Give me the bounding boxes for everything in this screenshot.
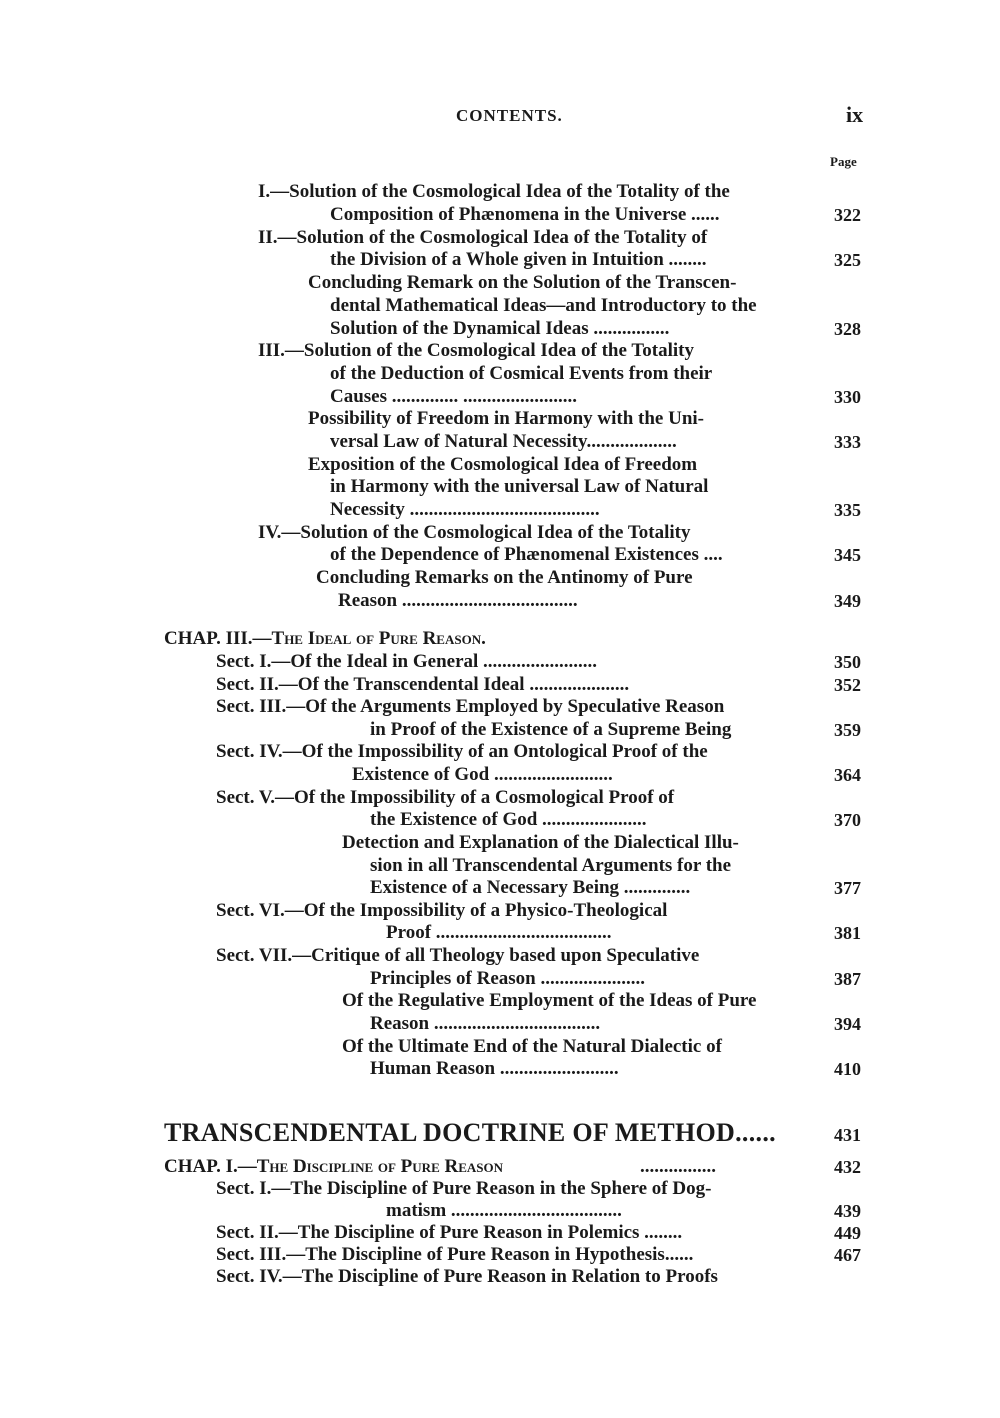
- toc-page-number: 328: [834, 319, 861, 339]
- part-heading: TRANSCENDENTAL DOCTRINE OF METHOD......: [164, 1118, 776, 1147]
- chapter-title: The Discipline of Pure Reason: [256, 1156, 503, 1177]
- section-line: Proof .....................................: [386, 922, 612, 943]
- toc-page-number: 349: [834, 591, 861, 611]
- toc-page-number: 335: [834, 500, 861, 520]
- chapter-heading: [164, 628, 486, 650]
- toc-page-number: 467: [834, 1245, 861, 1265]
- toc-entry-line: versal Law of Natural Necessity...................: [330, 431, 677, 452]
- toc-entry-line: Causes .............. ........................: [330, 386, 578, 407]
- section-line: in Proof of the Existence of a Supreme Being: [370, 719, 732, 740]
- toc-entry-line: of the Deduction of Cosmical Events from their: [330, 363, 713, 384]
- toc-page-number: 352: [834, 675, 861, 695]
- toc-entry-line: Concluding Remarks on the Antinomy of Pure: [316, 567, 693, 588]
- toc-page-number: 432: [834, 1157, 861, 1177]
- toc-page-number: 410: [834, 1059, 861, 1079]
- toc-entry-line: II.—Solution of the Cosmological Idea of the Totality of: [258, 227, 708, 248]
- chapter-title: The Ideal of Pure Reason.: [271, 628, 486, 649]
- section-line: Sect. II.—The Discipline of Pure Reason in Polemics ........: [216, 1222, 683, 1243]
- toc-page-number: 377: [834, 878, 861, 898]
- leader-dots: ................: [640, 1156, 716, 1177]
- chapter-label: CHAP. I.—: [164, 1156, 257, 1177]
- toc-page-number: 431: [834, 1125, 861, 1145]
- toc-entry-line: Possibility of Freedom in Harmony with the Uni-: [308, 408, 705, 429]
- section-line: Sect. III.—The Discipline of Pure Reason in Hypothesis......: [216, 1244, 694, 1265]
- toc-page-number: 345: [834, 545, 861, 565]
- toc-entry-line: dental Mathematical Ideas—and Introductory to the: [330, 295, 757, 316]
- toc-entry-line: in Harmony with the universal Law of Natural: [330, 476, 709, 497]
- section-line: Reason ...................................: [370, 1013, 601, 1034]
- toc-page-number: 322: [834, 205, 861, 225]
- page-number: ix: [846, 102, 864, 127]
- toc-entry-line: IV.—Solution of the Cosmological Idea of the Totality: [258, 522, 691, 543]
- section-line: Existence of a Necessary Being ..............: [370, 877, 691, 898]
- toc-page-number: 325: [834, 250, 861, 270]
- toc-page-number: 364: [834, 765, 861, 785]
- toc-entry-line: Exposition of the Cosmological Idea of Freedom: [308, 454, 698, 475]
- section-line: Sect. II.—Of the Transcendental Ideal .....................: [216, 674, 630, 695]
- section-line: Sect. I.—Of the Ideal in General ........................: [216, 651, 598, 672]
- toc-entry-line: the Division of a Whole given in Intuition ........: [330, 249, 707, 270]
- toc-entry-line: I.—Solution of the Cosmological Idea of the Totality of the: [258, 181, 730, 202]
- toc-page-number: 381: [834, 923, 861, 943]
- section-line: Detection and Explanation of the Dialectical Illu-: [342, 832, 739, 853]
- section-line: Existence of God .........................: [352, 764, 613, 785]
- toc-page-number: 370: [834, 810, 861, 830]
- section-line: Of the Ultimate End of the Natural Dialectic of: [342, 1036, 722, 1057]
- section-line: Sect. VI.—Of the Impossibility of a Physico-Theological: [216, 900, 668, 921]
- toc-entry-line: III.—Solution of the Cosmological Idea of the Totality: [258, 340, 694, 361]
- running-title: CONTENTS.: [456, 106, 563, 125]
- toc-entry-line: Composition of Phænomena in the Universe ......: [330, 204, 720, 225]
- section-line: the Existence of God ......................: [370, 809, 647, 830]
- toc-page-number: 333: [834, 432, 861, 452]
- toc-page-number: 359: [834, 720, 861, 740]
- chapter-label: CHAP. III.—: [164, 628, 272, 649]
- toc-entry-line: Reason .....................................: [338, 590, 578, 611]
- toc-entry-line: Concluding Remark on the Solution of the Transcen-: [308, 272, 737, 293]
- section-line: Sect. III.—Of the Arguments Employed by Speculative Reason: [216, 696, 725, 717]
- section-line: matism ....................................: [386, 1200, 622, 1221]
- section-line: Of the Regulative Employment of the Ideas of Pure: [342, 990, 757, 1011]
- toc-page-number: 330: [834, 387, 861, 407]
- section-line: Sect. V.—Of the Impossibility of a Cosmological Proof of: [216, 787, 675, 808]
- toc-entry-line: of the Dependence of Phænomenal Existences ....: [330, 544, 723, 565]
- section-line: Human Reason .........................: [370, 1058, 619, 1079]
- section-line: Sect. IV.—The Discipline of Pure Reason in Relation to Proofs: [216, 1266, 718, 1287]
- chapter-heading: [164, 1156, 503, 1178]
- toc-page-number: 449: [834, 1223, 861, 1243]
- section-line: Sect. I.—The Discipline of Pure Reason in the Sphere of Dog-: [216, 1178, 712, 1199]
- toc-entry-line: Solution of the Dynamical Ideas ................: [330, 318, 670, 339]
- toc-page-number: 350: [834, 652, 861, 672]
- toc-page-number: 394: [834, 1014, 861, 1034]
- toc-entry-line: Necessity ........................................: [330, 499, 600, 520]
- toc-page-number: 387: [834, 969, 861, 989]
- page-column-label: Page: [830, 154, 857, 169]
- section-line: sion in all Transcendental Arguments for the: [370, 855, 732, 876]
- section-line: Principles of Reason ......................: [370, 968, 645, 989]
- section-line: Sect. IV.—Of the Impossibility of an Ontological Proof of the: [216, 741, 708, 762]
- section-line: Sect. VII.—Critique of all Theology based upon Speculative: [216, 945, 700, 966]
- toc-page-number: 439: [834, 1201, 861, 1221]
